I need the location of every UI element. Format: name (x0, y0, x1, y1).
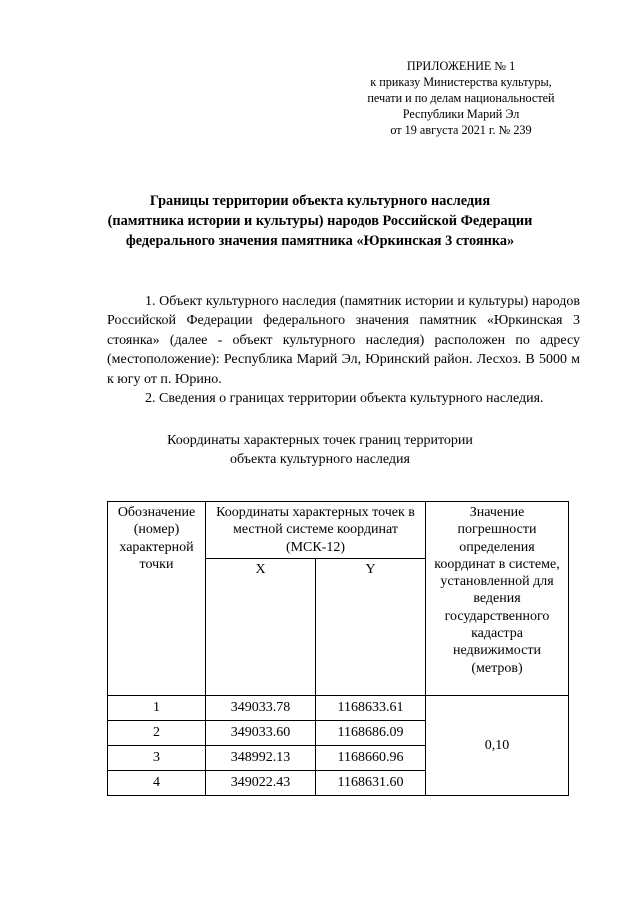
document-title (90, 191, 550, 251)
table-caption (120, 431, 520, 469)
appendix-line: от 19 августа 2021 г. № 239 (390, 123, 532, 137)
header-x: X (206, 558, 316, 695)
table-row (108, 695, 569, 720)
appendix-block (346, 58, 576, 138)
title-line: (памятника истории и культуры) народов Российской Федерации (107, 213, 533, 229)
paragraph-2: 2. Сведения о границах территории объекта культурного наследия. (145, 391, 544, 407)
cell-accuracy: 0,10 (426, 695, 569, 795)
cell-point: 2 (108, 720, 206, 745)
cell-y: 1168633.61 (316, 695, 426, 720)
cell-x: 348992.13 (206, 745, 316, 770)
caption-line: объекта культурного наследия (230, 452, 410, 467)
header-coords: Координаты характерных точек в местной системе координат (МСК-12) (206, 502, 426, 559)
header-accuracy: Значение погрешности определения координат в системе, установленной для ведения государственного кадастра недвижимости (метров) (426, 502, 569, 696)
cell-x: 349022.43 (206, 770, 316, 795)
cell-point: 1 (108, 695, 206, 720)
coordinates-table (107, 501, 569, 796)
paragraph-1: 1. Объект культурного наследия (памятник истории и культуры) народов Российской Федерации федерального значения памятник «Юркинская 3 стоянка» (далее - объект культурного наследия) расположен по адресу (местоположение): Республика Марий Эл, Юринский район. Лесхоз. В 5000 м к югу от п. Юрино. (107, 294, 580, 387)
cell-y: 1168631.60 (316, 770, 426, 795)
header-y: Y (316, 558, 426, 695)
table-header-row (108, 502, 569, 559)
cell-x: 349033.60 (206, 720, 316, 745)
cell-y: 1168660.96 (316, 745, 426, 770)
appendix-line: к приказу Министерства культуры, (370, 75, 552, 89)
header-point: Обозначение (номер) характерной точки (108, 502, 206, 696)
caption-line: Координаты характерных точек границ территории (167, 433, 473, 448)
appendix-line: печати и по делам национальностей (367, 91, 555, 105)
body-text (107, 292, 580, 408)
cell-point: 3 (108, 745, 206, 770)
cell-x: 349033.78 (206, 695, 316, 720)
appendix-line: ПРИЛОЖЕНИЕ № 1 (406, 59, 516, 73)
title-line: Границы территории объекта культурного наследия (149, 193, 491, 209)
appendix-line: Республики Марий Эл (402, 107, 520, 121)
cell-point: 4 (108, 770, 206, 795)
title-line: федерального значения памятника «Юркинская 3 стоянка» (125, 233, 515, 249)
cell-y: 1168686.09 (316, 720, 426, 745)
